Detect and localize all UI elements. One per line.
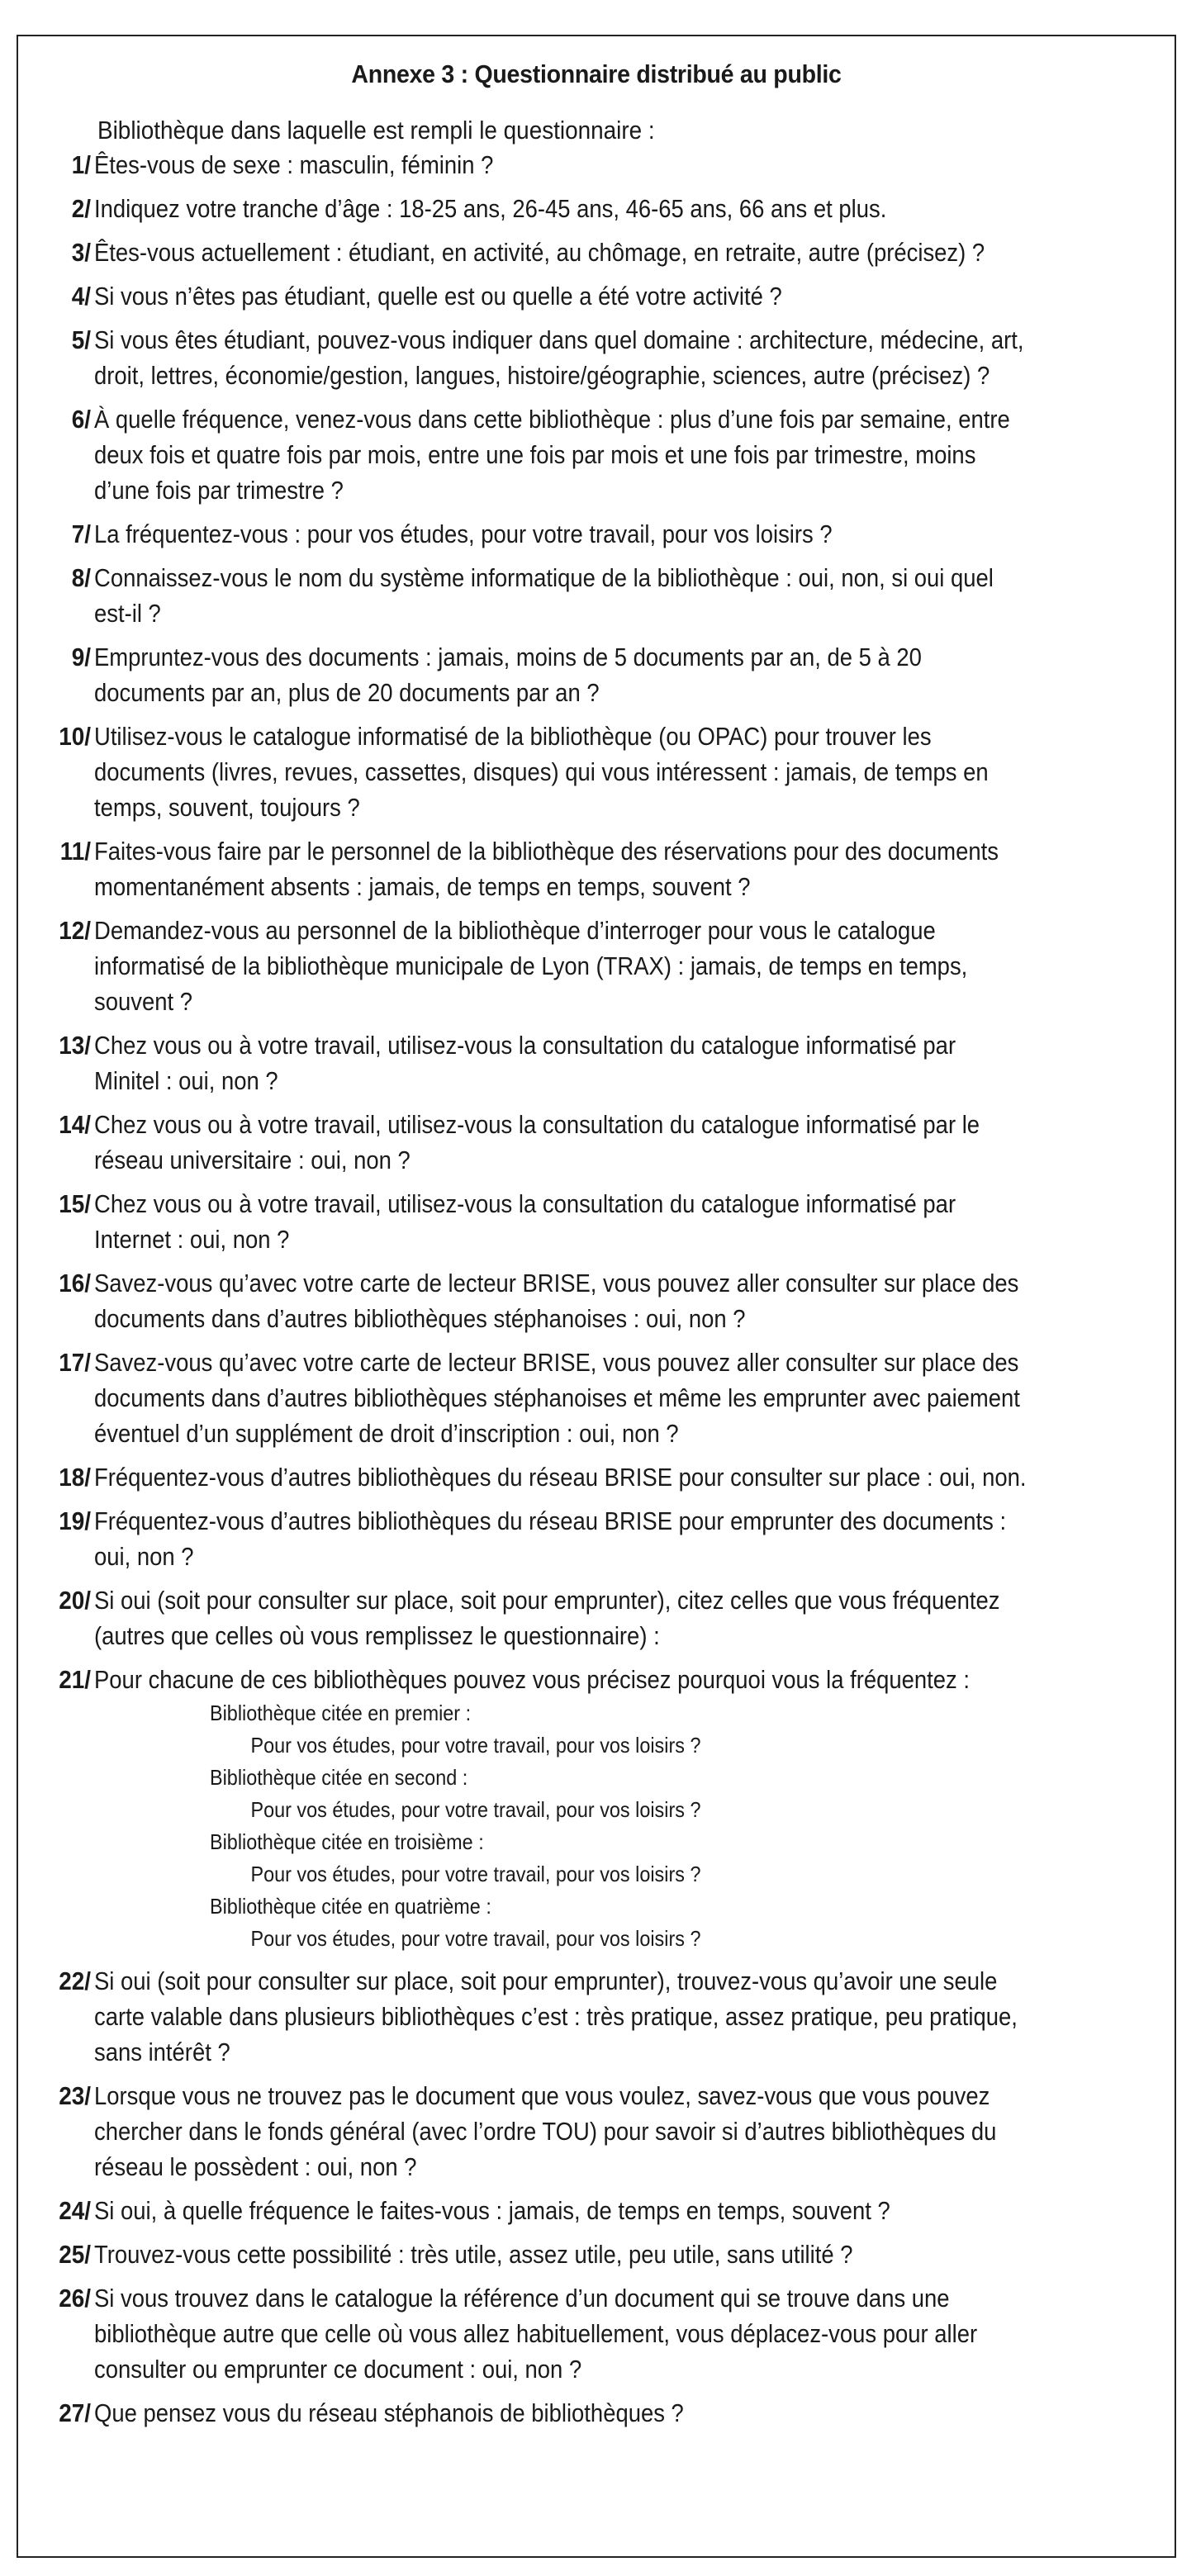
question-number: 14/ [59, 1110, 91, 1139]
question-text-line: Si vous êtes étudiant, pouvez-vous indiquer dans quel domaine : architecture, médecine, art, [94, 325, 1024, 354]
question-text-line: consulter ou emprunter ce document : oui, non ? [94, 2355, 582, 2384]
question-text-line: Si vous n’êtes pas étudiant, quelle est ou quelle a été votre activité ? [94, 282, 782, 311]
question-number: 21/ [59, 1665, 91, 1694]
question-text-line: Trouvez-vous cette possibilité : très utile, assez utile, peu utile, sans utilité ? [94, 2240, 853, 2269]
question-number: 5/ [71, 325, 91, 354]
question-text-line: Lorsque vous ne trouvez pas le document que vous voulez, savez-vous que vous pouvez [94, 2081, 990, 2110]
question-number: 15/ [59, 1189, 91, 1218]
question-text-line: est-il ? [94, 599, 161, 628]
sub-question-label: Bibliothèque citée en premier : [210, 1701, 472, 1725]
question-text-line: Demandez-vous au personnel de la bibliothèque d’interroger pour vous le catalogue [94, 916, 936, 945]
question-text-line: Pour chacune de ces bibliothèques pouvez vous précisez pourquoi vous la fréquentez : [94, 1665, 970, 1694]
question-item [18, 1459, 1158, 1495]
question-text-line: Fréquentez-vous d’autres bibliothèques du réseau BRISE pour consulter sur place : oui, non. [94, 1463, 1027, 1492]
question-number: 9/ [71, 643, 91, 671]
question-item [18, 1027, 1158, 1098]
question-number: 6/ [71, 405, 91, 434]
question-text-line: chercher dans le fonds général (avec l’ordre TOU) pour savoir si d’autres bibliothèques du [94, 2117, 997, 2146]
question-text-line: Êtes-vous actuellement : étudiant, en activité, au chômage, en retraite, autre (précisez) ? [94, 238, 985, 267]
question-text-line: À quelle fréquence, venez-vous dans cette bibliothèque : plus d’une fois par semaine, entre [94, 405, 1010, 434]
question-number: 7/ [71, 519, 91, 548]
question-text-line: documents dans d’autres bibliothèques stéphanoises : oui, non ? [94, 1304, 746, 1333]
question-text-line: Minitel : oui, non ? [94, 1066, 278, 1095]
annex-frame [17, 35, 1176, 2558]
question-item [18, 516, 1158, 552]
question-text-line: Chez vous ou à votre travail, utilisez-vous la consultation du catalogue informatisé par [94, 1031, 956, 1060]
question-text-line: Chez vous ou à votre travail, utilisez-vous la consultation du catalogue informatisé par le [94, 1110, 980, 1139]
question-text-line: deux fois et quatre fois par mois, entre une fois par mois et une fois par trimestre, moins [94, 440, 976, 469]
question-number: 23/ [59, 2081, 91, 2110]
question-item [18, 235, 1158, 270]
question-text-line: sans intérêt ? [94, 2038, 230, 2066]
question-item [18, 560, 1158, 631]
question-text-line: d’une fois par trimestre ? [94, 476, 344, 505]
question-number: 8/ [71, 563, 91, 592]
question-text-line: Si oui (soit pour consulter sur place, soit pour emprunter), trouvez-vous qu’avoir une seule [94, 1966, 998, 1995]
question-item [18, 322, 1158, 393]
sub-question-label: Bibliothèque citée en second : [210, 1765, 468, 1790]
question-item [18, 719, 1158, 825]
question-text-line: temps, souvent, toujours ? [94, 793, 360, 822]
question-text-line: momentanément absents : jamais, de temps en temps, souvent ? [94, 872, 751, 901]
question-text-line: réseau universitaire : oui, non ? [94, 1146, 411, 1174]
question-number: 20/ [59, 1586, 91, 1615]
question-text-line: Savez-vous qu’avec votre carte de lecteur BRISE, vous pouvez aller consulter sur place des [94, 1348, 1019, 1377]
question-number: 27/ [59, 2398, 91, 2427]
question-number: 19/ [59, 1506, 91, 1535]
question-text-line: documents dans d’autres bibliothèques stéphanoises et même les emprunter avec paiement [94, 1383, 1020, 1412]
question-text-line: Internet : oui, non ? [94, 1225, 290, 1254]
question-number: 4/ [71, 282, 91, 311]
sub-question-options: Pour vos études, pour votre travail, pour vos loisirs ? [250, 1862, 701, 1886]
question-number: 25/ [59, 2240, 91, 2269]
document-title: Annexe 3 : Questionnaire distribué au public [351, 59, 842, 88]
question-text-line: Si oui, à quelle fréquence le faites-vous : jamais, de temps en temps, souvent ? [94, 2196, 890, 2225]
sub-question-options: Pour vos études, pour votre travail, pour vos loisirs ? [250, 1797, 701, 1822]
question-item [18, 1345, 1158, 1451]
question-item [18, 639, 1158, 710]
question-item [18, 1963, 1158, 2070]
question-number: 13/ [59, 1031, 91, 1060]
question-text-line: Fréquentez-vous d’autres bibliothèques du réseau BRISE pour emprunter des documents : [94, 1506, 1007, 1535]
question-item [18, 2237, 1158, 2272]
sub-question-label: Bibliothèque citée en quatrième : [210, 1894, 491, 1919]
question-text-line: (autres que celles où vous remplissez le questionnaire) : [94, 1621, 660, 1650]
question-text-line: informatisé de la bibliothèque municipale de Lyon (TRAX) : jamais, de temps en temps, [94, 951, 968, 980]
question-number: 10/ [59, 722, 91, 751]
sub-question-options: Pour vos études, pour votre travail, pour vos loisirs ? [250, 1926, 701, 1951]
question-text-line: bibliothèque autre que celle où vous allez habituellement, vous déplacez-vous pour aller [94, 2319, 978, 2348]
question-number: 2/ [71, 194, 91, 223]
question-item [18, 401, 1158, 508]
question-text-line: Si oui (soit pour consulter sur place, soit pour emprunter), citez celles que vous fréquentez [94, 1586, 1000, 1615]
question-text-line: documents par an, plus de 20 documents par an ? [94, 678, 600, 707]
question-number: 17/ [59, 1348, 91, 1377]
question-number: 11/ [59, 837, 91, 866]
question-text-line: Utilisez-vous le catalogue informatisé de la bibliothèque (ou OPAC) pour trouver les [94, 722, 932, 751]
question-item [18, 1265, 1158, 1336]
question-number: 26/ [59, 2284, 91, 2313]
question-item [18, 1503, 1158, 1574]
question-number: 1/ [71, 150, 91, 179]
question-item [18, 2193, 1158, 2228]
question-text-line: Êtes-vous de sexe : masculin, féminin ? [94, 150, 494, 179]
question-text-line: Connaissez-vous le nom du système informatique de la bibliothèque : oui, non, si oui quel [94, 563, 994, 592]
question-item [18, 1186, 1158, 1257]
question-number: 24/ [59, 2196, 91, 2225]
question-text-line: Que pensez vous du réseau stéphanois de bibliothèques ? [94, 2398, 684, 2427]
question-item [18, 1582, 1158, 1653]
intro-line: Bibliothèque dans laquelle est rempli le questionnaire : [97, 116, 655, 145]
sub-question-label: Bibliothèque citée en troisième : [210, 1829, 484, 1854]
question-text-line: Savez-vous qu’avec votre carte de lecteur BRISE, vous pouvez aller consulter sur place des [94, 1269, 1019, 1297]
question-number: 22/ [59, 1966, 91, 1995]
question-text-line: documents (livres, revues, cassettes, disques) qui vous intéressent : jamais, de temps en [94, 757, 989, 786]
question-text-line: Faites-vous faire par le personnel de la bibliothèque des réservations pour des documents [94, 837, 999, 866]
question-item [18, 2280, 1158, 2387]
question-item [18, 1107, 1158, 1178]
question-text-line: La fréquentez-vous : pour vos études, pour votre travail, pour vos loisirs ? [94, 519, 833, 548]
question-number: 12/ [59, 916, 91, 945]
sub-question-options: Pour vos études, pour votre travail, pour vos loisirs ? [250, 1733, 701, 1758]
question-text-line: Chez vous ou à votre travail, utilisez-vous la consultation du catalogue informatisé par [94, 1189, 956, 1218]
question-item [18, 2078, 1158, 2185]
question-text-line: droit, lettres, économie/gestion, langues, histoire/géographie, sciences, autre (précisez) ? [94, 361, 990, 390]
question-text-line: souvent ? [94, 987, 192, 1016]
question-text-line: éventuel d’un supplément de droit d’inscription : oui, non ? [94, 1419, 679, 1448]
question-list [18, 147, 1158, 2439]
question-item [18, 2395, 1158, 2431]
question-text-line: Si vous trouvez dans le catalogue la référence d’un document qui se trouve dans une [94, 2284, 950, 2313]
question-text-line: carte valable dans plusieurs bibliothèques c’est : très pratique, assez pratique, peu pratique, [94, 2002, 1018, 2031]
question-item [18, 147, 1158, 183]
question-text-line: Indiquez votre tranche d’âge : 18-25 ans, 26-45 ans, 46-65 ans, 66 ans et plus. [94, 194, 887, 223]
question-number: 16/ [59, 1269, 91, 1297]
sub-question-list [94, 1697, 1158, 1955]
question-text-line: réseau le possèdent : oui, non ? [94, 2152, 417, 2181]
question-item [18, 833, 1158, 904]
question-item [18, 913, 1158, 1019]
question-number: 18/ [59, 1463, 91, 1492]
question-item [18, 278, 1158, 314]
question-number: 3/ [71, 238, 91, 267]
question-item [18, 191, 1158, 226]
question-text-line: Empruntez-vous des documents : jamais, moins de 5 documents par an, de 5 à 20 [94, 643, 922, 671]
question-item [18, 1662, 1158, 1955]
question-text-line: oui, non ? [94, 1542, 194, 1571]
